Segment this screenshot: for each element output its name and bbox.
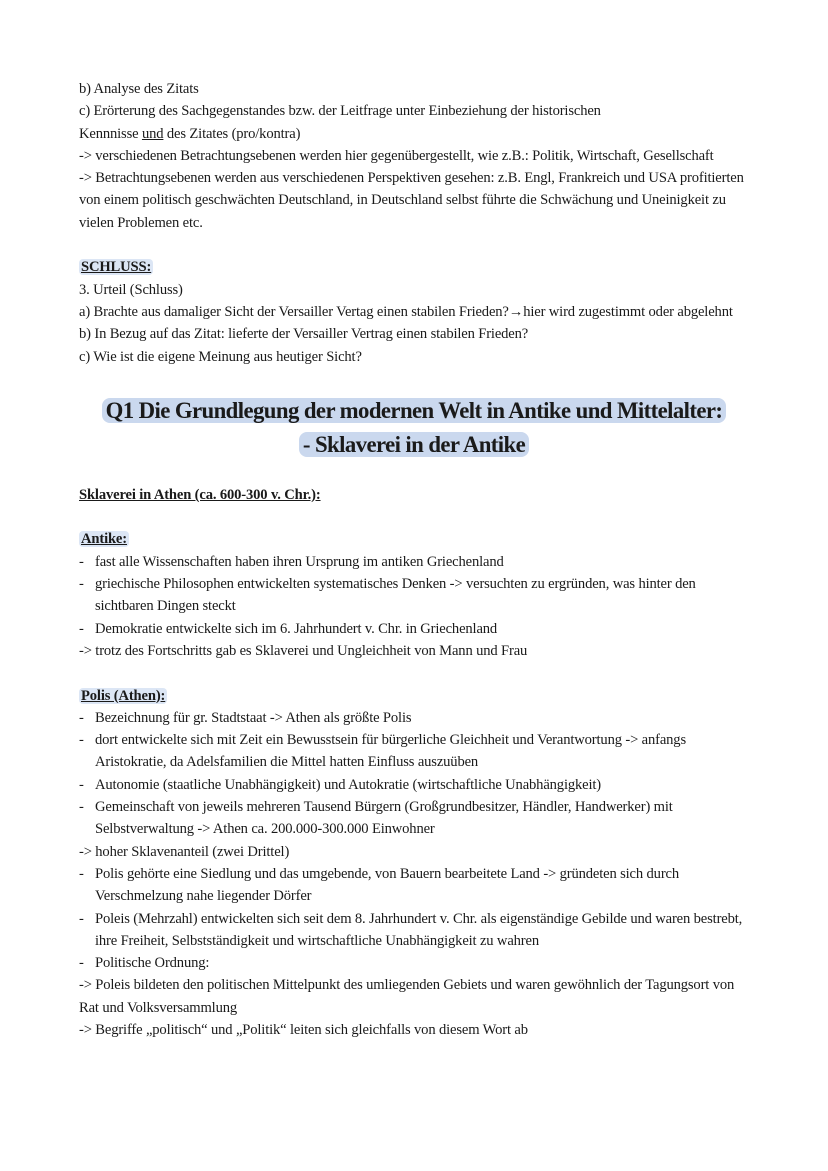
- athen-title: Sklaverei in Athen (ca. 600-300 v. Chr.):: [79, 486, 321, 503]
- underlined-und: und: [141, 125, 164, 142]
- list-item: - Demokratie entwickelte sich im 6. Jahrhundert v. Chr. in Griechenland: [79, 618, 749, 640]
- title-line-1: Q1 Die Grundlegung der modernen Welt in Antike und Mittelalter:: [102, 398, 727, 423]
- title-line-2: - Sklaverei in der Antike: [299, 432, 529, 457]
- polis-title: Polis (Athen):: [81, 687, 166, 704]
- schluss-title: SCHLUSS:: [81, 259, 152, 276]
- list-item: - griechische Philosophen entwickelten systematisches Denken -> versuchten zu ergründen, was hinter den sichtbaren Dingen steckt: [79, 573, 749, 618]
- page-title: [79, 394, 749, 462]
- list-item: - dort entwickelte sich mit Zeit ein Bewusstsein für bürgerliche Gleichheit und Verantwortung -> anfangs Aristokratie, da Adelsfamilien die Mittel hatten Einfluss auszuüben: [79, 729, 749, 774]
- list-item: - Autonomie (staatliche Unabhängigkeit) und Autokratie (wirtschaftliche Unabhängigkeit): [79, 774, 749, 796]
- schluss-b: b) In Bezug auf das Zitat: lieferte der Versailler Vertrag einen stabilen Frieden?: [79, 326, 529, 343]
- list-item: - fast alle Wissenschaften haben ihren Ursprung im antiken Griechenland: [79, 551, 749, 573]
- list-item: - Bezeichnung für gr. Stadtstaat -> Athen als größte Polis: [79, 707, 749, 729]
- polis-list-2: [79, 863, 749, 974]
- intro-arrow-1: -> verschiedenen Betrachtungsebenen werden hier gegenübergestellt, wie z.B.: Politik, Wirtschaft, Gesellschaft: [79, 147, 714, 164]
- antike-note: -> trotz des Fortschritts gab es Sklaverei und Ungleichheit von Mann und Frau: [79, 642, 528, 659]
- polis-list-1: [79, 707, 749, 841]
- intro-arrow-2: -> Betrachtungsebenen werden aus verschiedenen Perspektiven gesehen: z.B. Engl, Frankreich und USA profitierten von einem politisch geschwächten Deutschland, in Deutschland selbst führte die Schwächung und Uneinigkeit zu vielen Problemen etc.: [79, 170, 744, 231]
- list-item: - Gemeinschaft von jeweils mehreren Tausend Bürgern (Großgrundbesitzer, Händler, Handwerker) mit Selbstverwaltung -> Athen ca. 200.000-300.000 Einwohner: [79, 796, 749, 841]
- polis-note-2: -> Poleis bildeten den politischen Mittelpunkt des umliegenden Gebiets und waren gewöhnlich der Tagungsort von Rat und Volksversammlung: [79, 977, 735, 1016]
- schluss-urteil: 3. Urteil (Schluss): [79, 281, 183, 298]
- schluss-c: c) Wie ist die eigene Meinung aus heutiger Sicht?: [79, 348, 362, 365]
- list-item: - Poleis (Mehrzahl) entwickelten sich seit dem 8. Jahrhundert v. Chr. als eigenständige Gebilde und waren bestrebt, ihre Freiheit, Selbstständigkeit und wirtschaftliche Unabhängigkeit zu wahren: [79, 908, 749, 953]
- antike-title: Antike:: [81, 531, 127, 548]
- intro-c-line2: Kennnisse und des Zitates (pro/kontra): [79, 125, 301, 142]
- list-item: - Politische Ordnung:: [79, 952, 749, 974]
- schluss-a: a) Brachte aus damaliger Sicht der Versailler Vertag einen stabilen Frieden?→hier wird zugestimmt oder abgelehnt: [79, 303, 733, 320]
- intro-b: b) Analyse des Zitats: [79, 81, 199, 97]
- polis-note-1: -> hoher Sklavenanteil (zwei Drittel): [79, 843, 290, 860]
- intro-c-line1: c) Erörterung des Sachgegenstandes bzw. der Leitfrage unter Einbeziehung der historischen: [79, 103, 601, 120]
- document-page: [79, 78, 749, 1041]
- list-item: - Polis gehörte eine Siedlung und das umgebende, von Bauern bearbeitete Land -> gründeten sich durch Verschmelzung nahe liegender Dörfer: [79, 863, 749, 908]
- polis-note-3: -> Begriffe „politisch“ und „Politik“ leiten sich gleichfalls von diesem Wort ab: [79, 1021, 528, 1038]
- antike-list: [79, 551, 749, 640]
